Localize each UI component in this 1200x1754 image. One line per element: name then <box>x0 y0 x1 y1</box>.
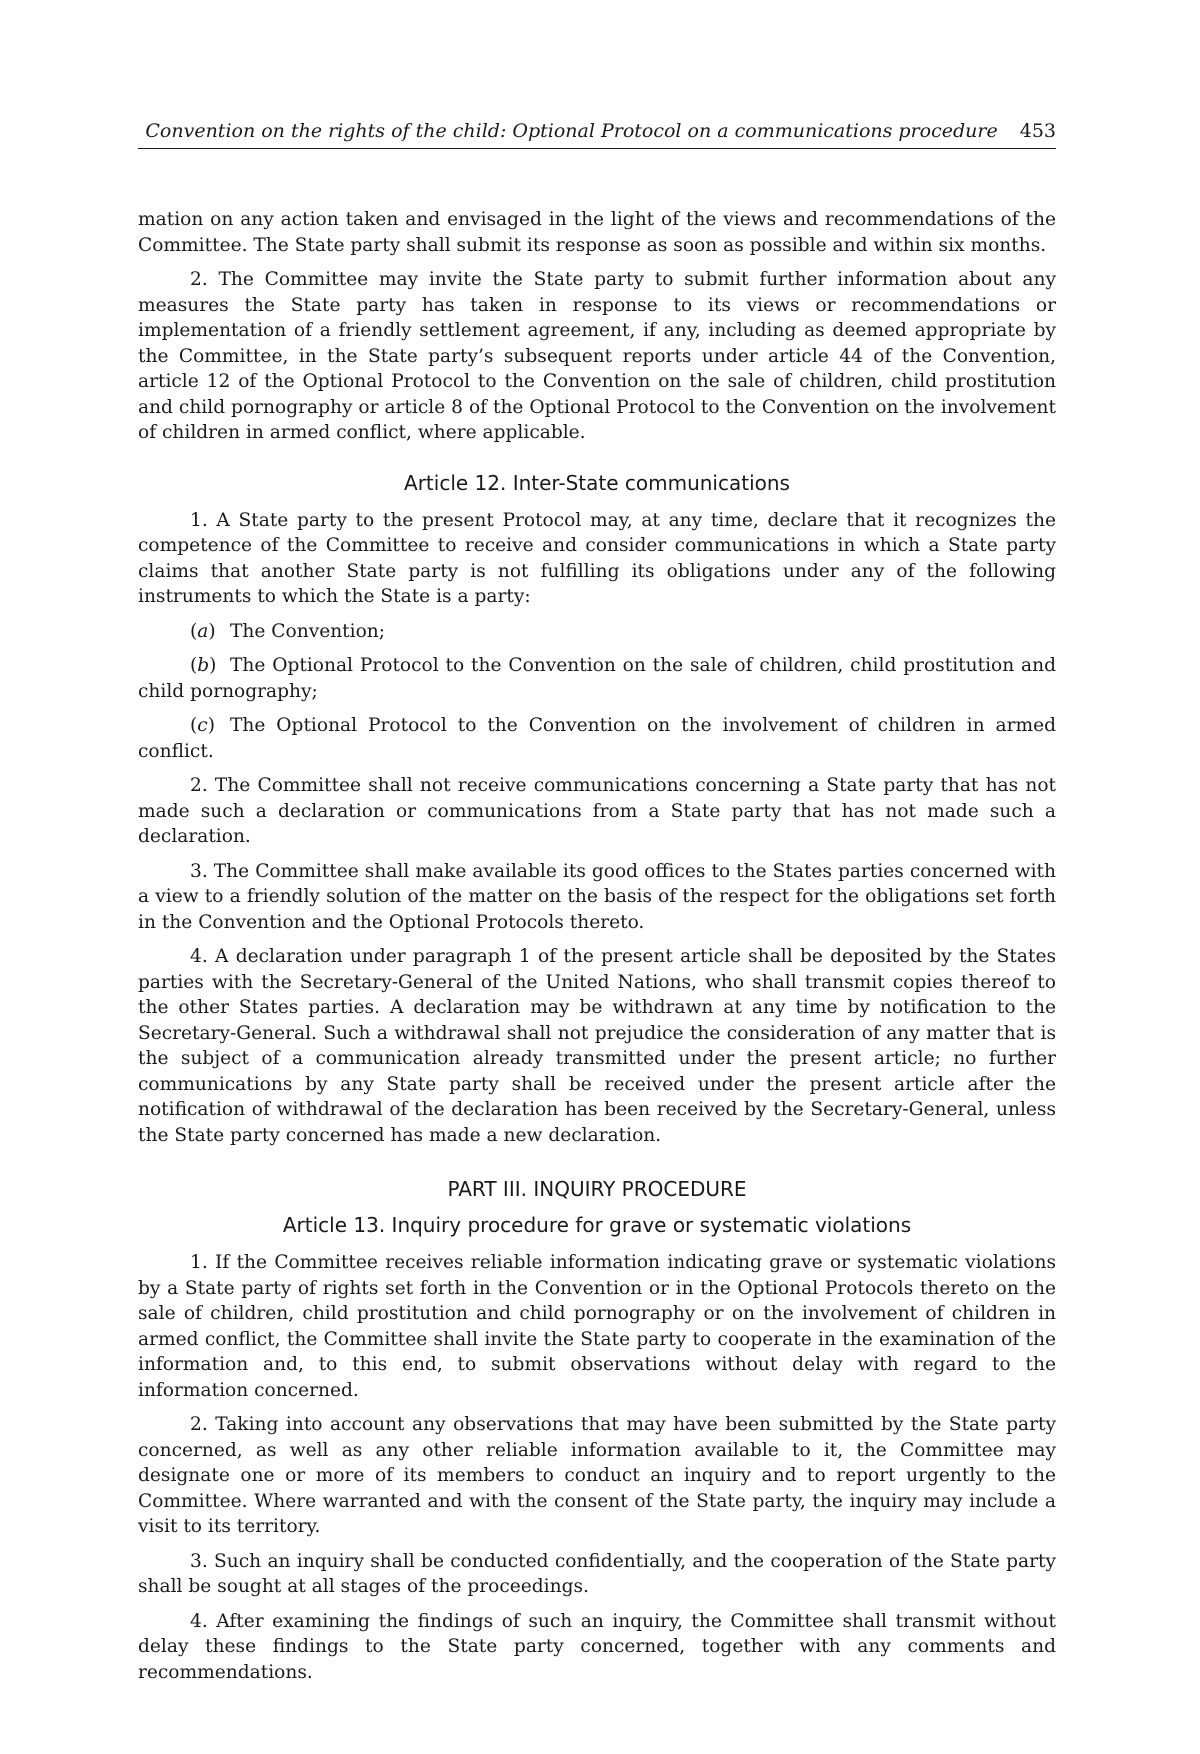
article-12-item-a <box>138 619 1056 645</box>
item-label: (a) <box>190 620 216 642</box>
document-page <box>138 120 1056 1694</box>
article-13-paragraph-2: 2. Taking into account any observations that may have been submitted by the State party concerned, as well as any other reliable information available to it, the Committee may designate one or more of its members to conduct an inquiry and to report urgently to the Committee. Where warranted and with the consent of the State party, the inquiry may include a visit to its territory. <box>138 1414 1056 1537</box>
article-12-paragraph-2: 2. The Committee shall not receive communications concerning a State party that has not made such a declaration or communications from a State party that has not made such a declaration. <box>138 775 1056 847</box>
running-header <box>138 120 1056 149</box>
item-label: (c) <box>190 715 215 736</box>
part-3-heading: PART III. INQUIRY PROCEDURE <box>447 1177 747 1201</box>
article-13-paragraph-1: 1. If the Committee receives reliable information indicating grave or systematic violations by a State party of rights set forth in the Convention or in the Optional Protocols thereto on the sale of children, child prostitution and child pornography or on the involvement of children in armed conflict, the Committee shall invite the State party to cooperate in the examination of the information and, to this end, to submit observations without delay with regard to the information concerned. <box>138 1252 1056 1401</box>
item-label: (b) <box>190 655 217 676</box>
article-13-paragraph-3: 3. Such an inquiry shall be conducted confidentially, and the cooperation of the State party shall be sought at all stages of the proceedings. <box>138 1550 1056 1597</box>
item-text: The Optional Protocol to the Convention on the sale of children, child prostitution and child pornography; <box>138 655 1056 702</box>
article-12-item-c <box>138 713 1056 764</box>
article-11-paragraph-2: 2. The Committee may invite the State party to submit further information about any measures the State party has taken in response to its views or recommendations or implementation of a friendly settlement agreement, if any, including as deemed appropriate by the Committee, in the State party’s subsequent reports under article 44 of the Convention, article 12 of the Optional Protocol to the Convention on the sale of children, child prostitution and child pornography or article 8 of the Optional Protocol to the Convention on the involvement of children in armed conflict, where applicable. <box>138 269 1056 443</box>
item-text: The Convention; <box>230 620 386 642</box>
running-header-title: Convention on the rights of the child: Optional Protocol on a communications procedure <box>145 120 998 142</box>
article-12-paragraph-3: 3. The Committee shall make available its good offices to the States parties concerned with a view to a friendly solution of the matter on the basis of the respect for the obligations set forth in the Convention and the Optional Protocols thereto. <box>138 860 1056 933</box>
article-12-paragraph-1: 1. A State party to the present Protocol may, at any time, declare that it recognizes the competence of the Committee to receive and consider communications in which a State party claims that another State party is not fulfilling its obligations under any of the following instruments to which the State is a party: <box>138 509 1056 607</box>
article-12-heading: Article 12. Inter-State communications <box>404 470 790 495</box>
paragraph-continued: mation on any action taken and envisaged in the light of the views and recommendations of the Committee. The State party shall submit its response as soon as possible and within six months. <box>138 209 1056 256</box>
article-12-item-b <box>138 653 1056 704</box>
article-13-heading: Article 13. Inquiry procedure for grave or systematic violations <box>282 1213 912 1237</box>
article-13-paragraph-4: 4. After examining the findings of such an inquiry, the Committee shall transmit without delay these findings to the State party concerned, together with any comments and recommendations. <box>138 1610 1056 1683</box>
article-12-paragraph-4: 4. A declaration under paragraph 1 of the present article shall be deposited by the States parties with the Secretary-General of the United Nations, who shall transmit copies thereof to the other States parties. A declaration may be withdrawn at any time by notification to the Secretary-General. Such a withdrawal shall not prejudice the consideration of any matter that is the subject of a communication already transmitted under the present article; no further communications by any State party shall be received under the present article after the notification of withdrawal of the declaration has been received by the Secretary-General, unless the State party concerned has made a new declaration. <box>138 946 1056 1146</box>
page-number: 453 <box>1019 120 1056 142</box>
document-body <box>138 207 1056 1685</box>
item-text: The Optional Protocol to the Convention on the involvement of children in armed conflict. <box>138 715 1056 762</box>
